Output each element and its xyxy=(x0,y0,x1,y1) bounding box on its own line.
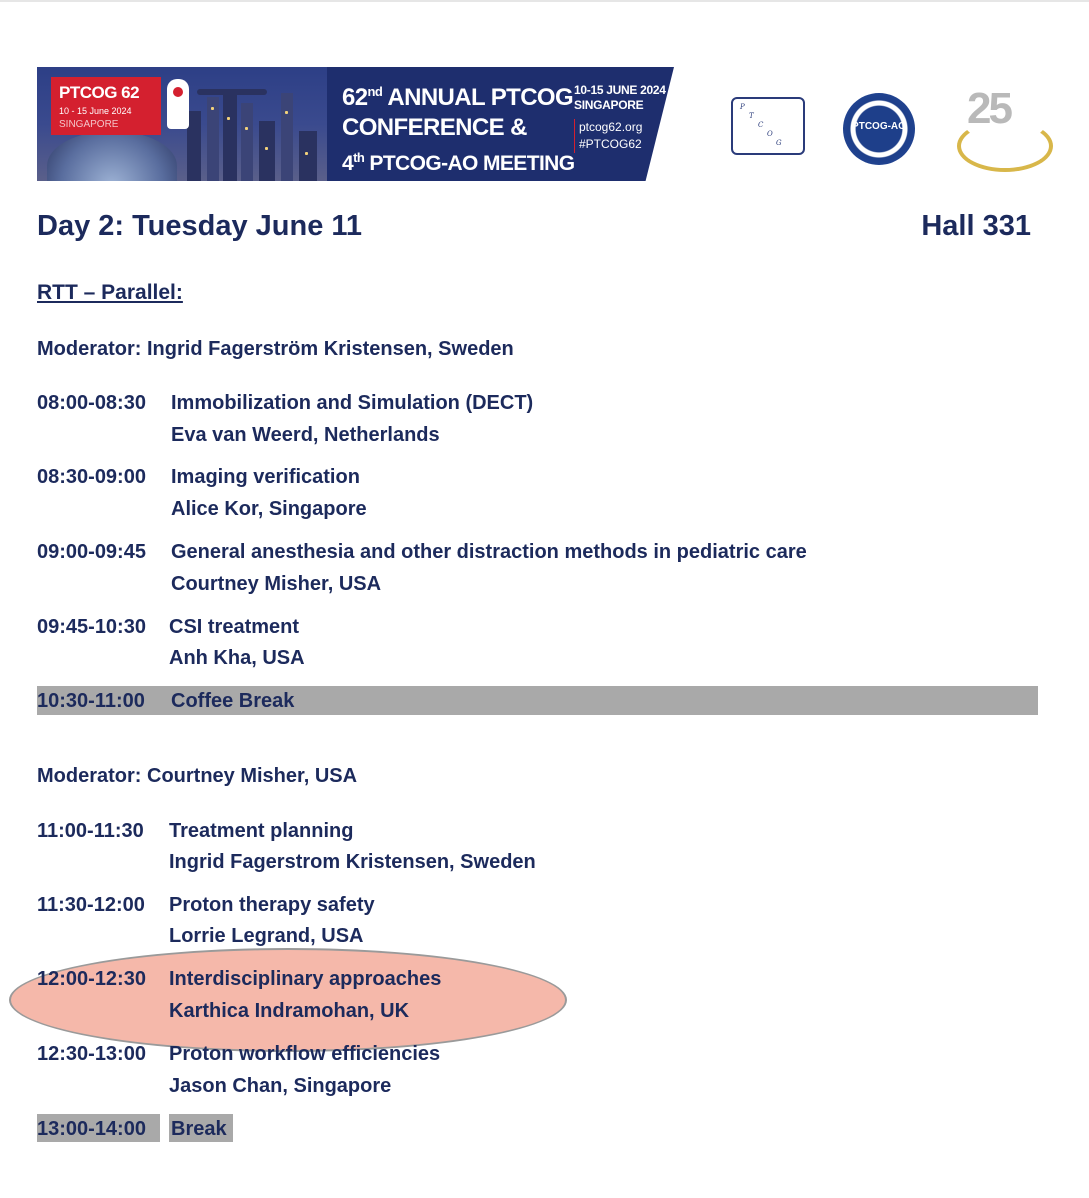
coffee-break-label: Coffee Break xyxy=(171,690,295,712)
talk-speaker: Ingrid Fagerstrom Kristensen, Sweden xyxy=(169,851,536,873)
moderator-1: Moderator: Ingrid Fagerström Kristensen, Sweden xyxy=(37,338,514,360)
talk-title: Immobilization and Simulation (DECT) xyxy=(171,392,534,414)
conference-banner xyxy=(37,67,704,181)
break-time: 13:00-14:00 xyxy=(37,1118,146,1140)
talk-time: 08:00-08:30 xyxy=(37,392,146,414)
talk-title: CSI treatment xyxy=(169,616,300,638)
talk-speaker: Lorrie Legrand, USA xyxy=(169,925,364,947)
tag-dates: 10 - 15 June 2024 xyxy=(59,106,132,116)
section-title: RTT – Parallel: xyxy=(37,281,183,304)
ptcog62-tag xyxy=(51,77,161,135)
talk-speaker: Courtney Misher, USA xyxy=(171,573,382,595)
talk-title: Proton therapy safety xyxy=(169,894,375,916)
talk-time: 09:00-09:45 xyxy=(37,541,146,563)
talk-speaker: Eva van Weerd, Netherlands xyxy=(171,424,440,446)
talk-title: Proton workflow efficiencies xyxy=(169,1043,441,1065)
talk-time: 09:45-10:30 xyxy=(37,616,146,638)
day-title: Day 2: Tuesday June 11 xyxy=(37,210,363,242)
top-border xyxy=(0,0,1089,2)
tag-title: PTCOG 62 xyxy=(59,83,140,102)
break-label: Break xyxy=(171,1118,227,1140)
talk-time: 11:30-12:00 xyxy=(37,894,145,916)
banner-hashtag: #PTCOG62 xyxy=(579,137,642,151)
talk-speaker: Anh Kha, USA xyxy=(169,647,305,669)
talk-time: 12:00-12:30 xyxy=(37,968,146,990)
banner-web xyxy=(574,119,642,153)
talk-time: 11:00-11:30 xyxy=(37,820,144,842)
merlion-icon xyxy=(167,79,189,129)
banner-dates: 10-15 JUNE 2024 SINGAPORE xyxy=(574,83,666,112)
hall-label: Hall 331 xyxy=(921,210,1031,242)
anniversary-25-logo: 25 xyxy=(955,84,1051,172)
banner-website: ptcog62.org xyxy=(579,120,643,134)
talk-title: Treatment planning xyxy=(169,820,354,842)
moderator-2: Moderator: Courtney Misher, USA xyxy=(37,765,358,787)
talk-title: Interdisciplinary approaches xyxy=(169,968,442,990)
ptcog-ao-logo: PTCOG-AO xyxy=(843,93,915,165)
tag-city: SINGAPORE xyxy=(59,119,119,130)
ptcog-logo: P T C O G xyxy=(731,97,805,155)
coffee-break-time: 10:30-11:00 xyxy=(37,690,145,712)
talk-title: General anesthesia and other distraction methods in pediatric care xyxy=(171,541,807,563)
talk-time: 12:30-13:00 xyxy=(37,1043,146,1065)
talk-speaker: Karthica Indramohan, UK xyxy=(169,1000,410,1022)
talk-title: Imaging verification xyxy=(171,466,360,488)
talk-speaker: Alice Kor, Singapore xyxy=(171,498,367,520)
banner-title: 62nd ANNUAL PTCOG CONFERENCE & 4th PTCOG-AO MEETING xyxy=(342,84,575,175)
talk-speaker: Jason Chan, Singapore xyxy=(169,1075,392,1097)
talk-time: 08:30-09:00 xyxy=(37,466,146,488)
